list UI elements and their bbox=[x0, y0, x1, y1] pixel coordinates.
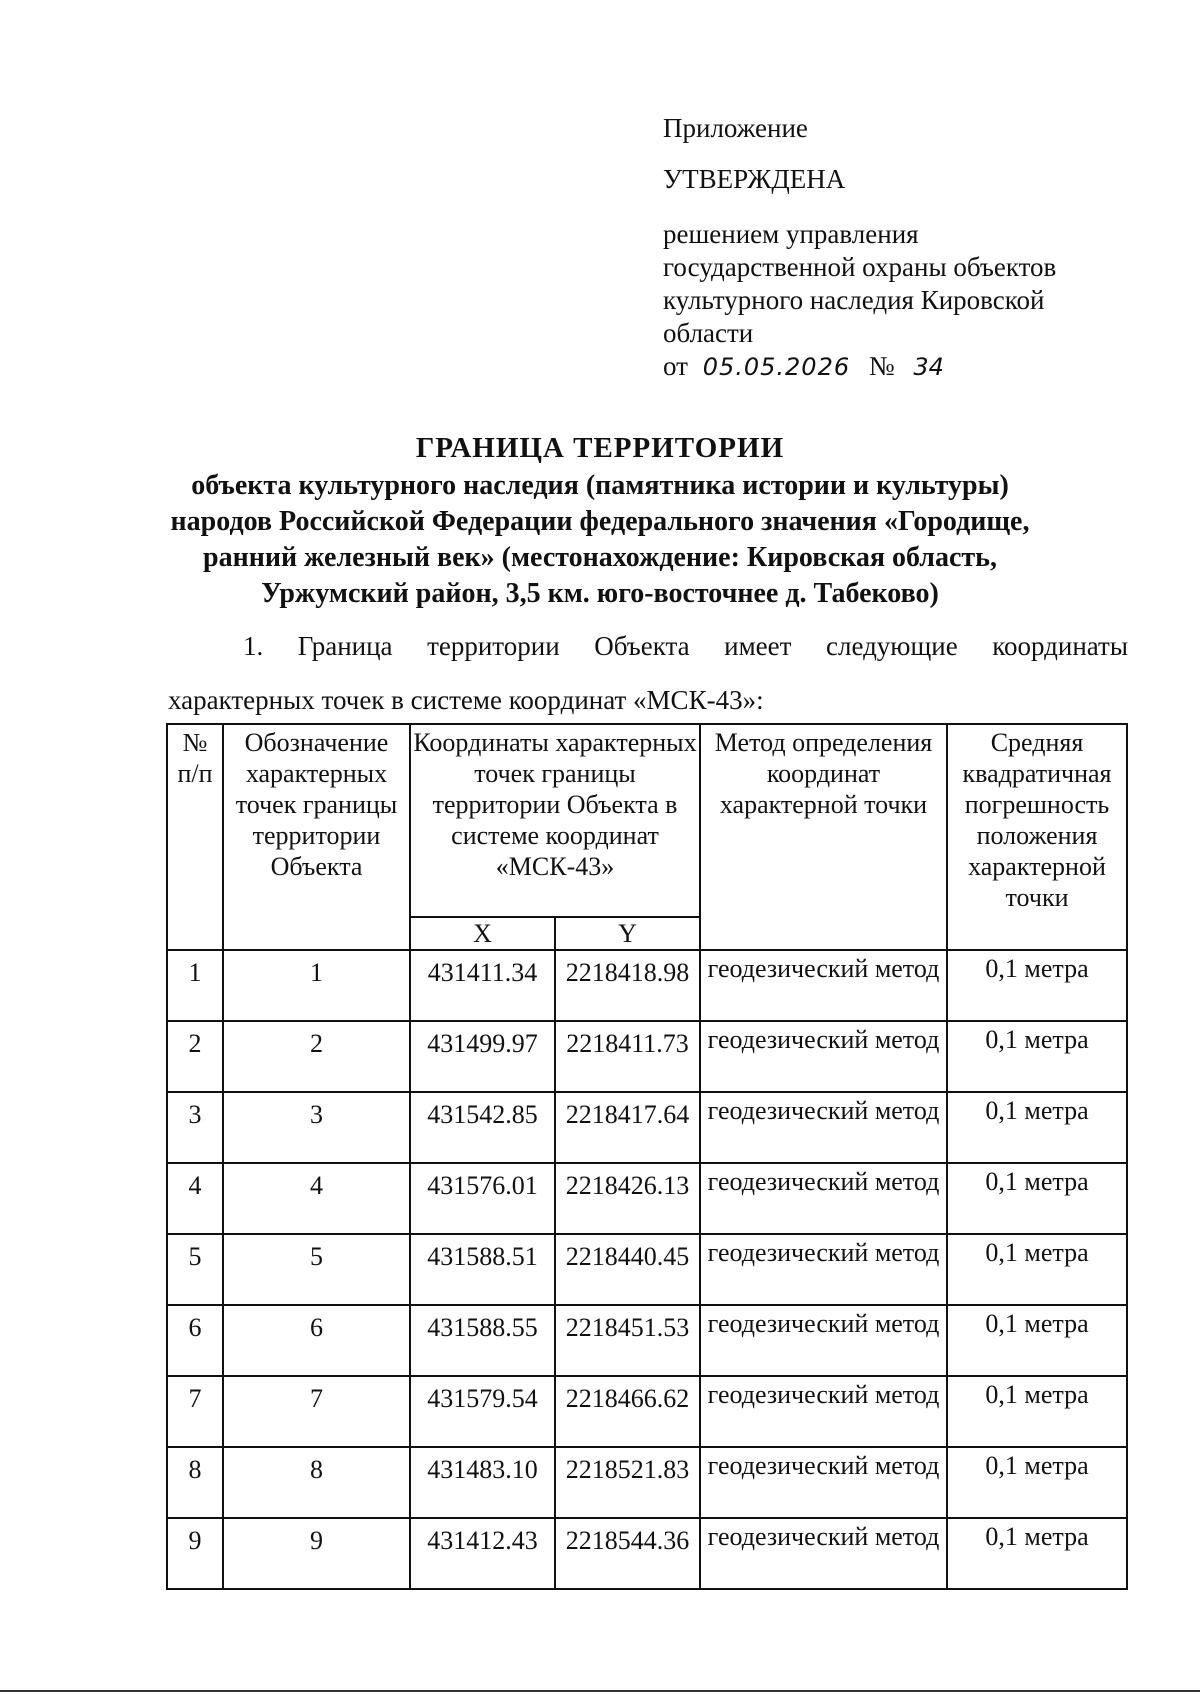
paragraph-line-1: 1. Граница территории Объекта имеет следующие координаты bbox=[243, 631, 1128, 661]
intro-paragraph bbox=[168, 628, 1128, 718]
header-method: Метод определения координат характерной точки bbox=[700, 724, 947, 950]
cell-y: 2218451.53 bbox=[555, 1305, 700, 1376]
header-y: Y bbox=[555, 917, 700, 950]
cell-num: 9 bbox=[167, 1518, 223, 1589]
table-row bbox=[167, 1518, 1127, 1589]
cell-x: 431412.43 bbox=[410, 1518, 555, 1589]
table-body bbox=[167, 950, 1127, 1589]
cell-point: 7 bbox=[223, 1376, 410, 1447]
cell-error: 0,1 метра bbox=[947, 1092, 1127, 1163]
cell-y: 2218521.83 bbox=[555, 1447, 700, 1518]
cell-error: 0,1 метра bbox=[947, 1305, 1127, 1376]
cell-num: 4 bbox=[167, 1163, 223, 1234]
title-line-3: ранний железный век» (местонахождение: Кировская область, bbox=[203, 542, 997, 573]
cell-point: 4 bbox=[223, 1163, 410, 1234]
cell-method: геодезический метод bbox=[700, 1518, 947, 1589]
cell-method: геодезический метод bbox=[700, 1447, 947, 1518]
table-row bbox=[167, 1092, 1127, 1163]
cell-num: 7 bbox=[167, 1376, 223, 1447]
cell-point: 2 bbox=[223, 1021, 410, 1092]
cell-num: 3 bbox=[167, 1092, 223, 1163]
cell-y: 2218426.13 bbox=[555, 1163, 700, 1234]
decision-line-3: культурного наследия Кировской bbox=[663, 285, 1045, 315]
cell-error: 0,1 метра bbox=[947, 1376, 1127, 1447]
title-main: ГРАНИЦА ТЕРРИТОРИИ bbox=[415, 432, 785, 464]
table-row bbox=[167, 1447, 1127, 1518]
cell-num: 8 bbox=[167, 1447, 223, 1518]
cell-method: геодезический метод bbox=[700, 1376, 947, 1447]
document-title bbox=[150, 430, 1050, 612]
cell-y: 2218544.36 bbox=[555, 1518, 700, 1589]
date-prefix: от bbox=[663, 351, 688, 381]
cell-x: 431579.54 bbox=[410, 1376, 555, 1447]
cell-y: 2218418.98 bbox=[555, 950, 700, 1021]
cell-point: 9 bbox=[223, 1518, 410, 1589]
cell-error: 0,1 метра bbox=[947, 950, 1127, 1021]
header-designation: Обозначение характерных точек границы территории Объекта bbox=[223, 724, 410, 950]
cell-error: 0,1 метра bbox=[947, 1447, 1127, 1518]
cell-num: 5 bbox=[167, 1234, 223, 1305]
cell-method: геодезический метод bbox=[700, 1021, 947, 1092]
table-row bbox=[167, 1163, 1127, 1234]
scan-edge-line bbox=[0, 1690, 1200, 1692]
cell-point: 6 bbox=[223, 1305, 410, 1376]
decision-line-4: области bbox=[663, 318, 754, 348]
paragraph-line-2: характерных точек в системе координат «МСК-43»: bbox=[168, 685, 764, 715]
cell-x: 431499.97 bbox=[410, 1021, 555, 1092]
cell-x: 431588.55 bbox=[410, 1305, 555, 1376]
header-coordinates: Координаты характерных точек границы территории Объекта в системе координат «МСК-43» bbox=[410, 724, 700, 917]
approval-block bbox=[663, 112, 1123, 384]
cell-error: 0,1 метра bbox=[947, 1021, 1127, 1092]
approval-date-line bbox=[663, 350, 1123, 384]
table-row bbox=[167, 950, 1127, 1021]
header-num: № п/п bbox=[167, 724, 223, 950]
cell-method: геодезический метод bbox=[700, 1234, 947, 1305]
cell-x: 431576.01 bbox=[410, 1163, 555, 1234]
appendix-label: Приложение bbox=[663, 113, 808, 143]
cell-error: 0,1 метра bbox=[947, 1234, 1127, 1305]
coordinates-table bbox=[166, 723, 1128, 1590]
header-error: Средняя квадратичная погрешность положения характерной точки bbox=[947, 724, 1127, 950]
cell-y: 2218411.73 bbox=[555, 1021, 700, 1092]
title-line-2: народов Российской Федерации федерального значения «Городище, bbox=[170, 506, 1030, 537]
table-row bbox=[167, 1021, 1127, 1092]
handwritten-date: 05.05.2026 bbox=[702, 353, 851, 381]
table-row bbox=[167, 1376, 1127, 1447]
table-row bbox=[167, 1234, 1127, 1305]
cell-num: 2 bbox=[167, 1021, 223, 1092]
header-x: X bbox=[410, 917, 555, 950]
cell-point: 1 bbox=[223, 950, 410, 1021]
cell-method: геодезический метод bbox=[700, 1305, 947, 1376]
approved-label: УТВЕРЖДЕНА bbox=[663, 164, 846, 194]
cell-x: 431411.34 bbox=[410, 950, 555, 1021]
cell-y: 2218417.64 bbox=[555, 1092, 700, 1163]
cell-error: 0,1 метра bbox=[947, 1163, 1127, 1234]
cell-y: 2218440.45 bbox=[555, 1234, 700, 1305]
decision-line-2: государственной охраны объектов bbox=[663, 252, 1057, 282]
title-line-4: Уржумский район, 3,5 км. юго-восточнее д. Табеково) bbox=[261, 578, 939, 609]
cell-method: геодезический метод bbox=[700, 950, 947, 1021]
cell-num: 1 bbox=[167, 950, 223, 1021]
cell-num: 6 bbox=[167, 1305, 223, 1376]
table-row bbox=[167, 1305, 1127, 1376]
cell-point: 8 bbox=[223, 1447, 410, 1518]
cell-point: 5 bbox=[223, 1234, 410, 1305]
cell-point: 3 bbox=[223, 1092, 410, 1163]
cell-x: 431588.51 bbox=[410, 1234, 555, 1305]
number-prefix: № bbox=[868, 351, 895, 381]
cell-x: 431542.85 bbox=[410, 1092, 555, 1163]
cell-method: геодезический метод bbox=[700, 1092, 947, 1163]
decision-line-1: решением управления bbox=[663, 219, 919, 249]
handwritten-number: 34 bbox=[913, 353, 944, 381]
title-line-1: объекта культурного наследия (памятника истории и культуры) bbox=[191, 470, 1009, 501]
cell-x: 431483.10 bbox=[410, 1447, 555, 1518]
cell-method: геодезический метод bbox=[700, 1163, 947, 1234]
cell-error: 0,1 метра bbox=[947, 1518, 1127, 1589]
cell-y: 2218466.62 bbox=[555, 1376, 700, 1447]
